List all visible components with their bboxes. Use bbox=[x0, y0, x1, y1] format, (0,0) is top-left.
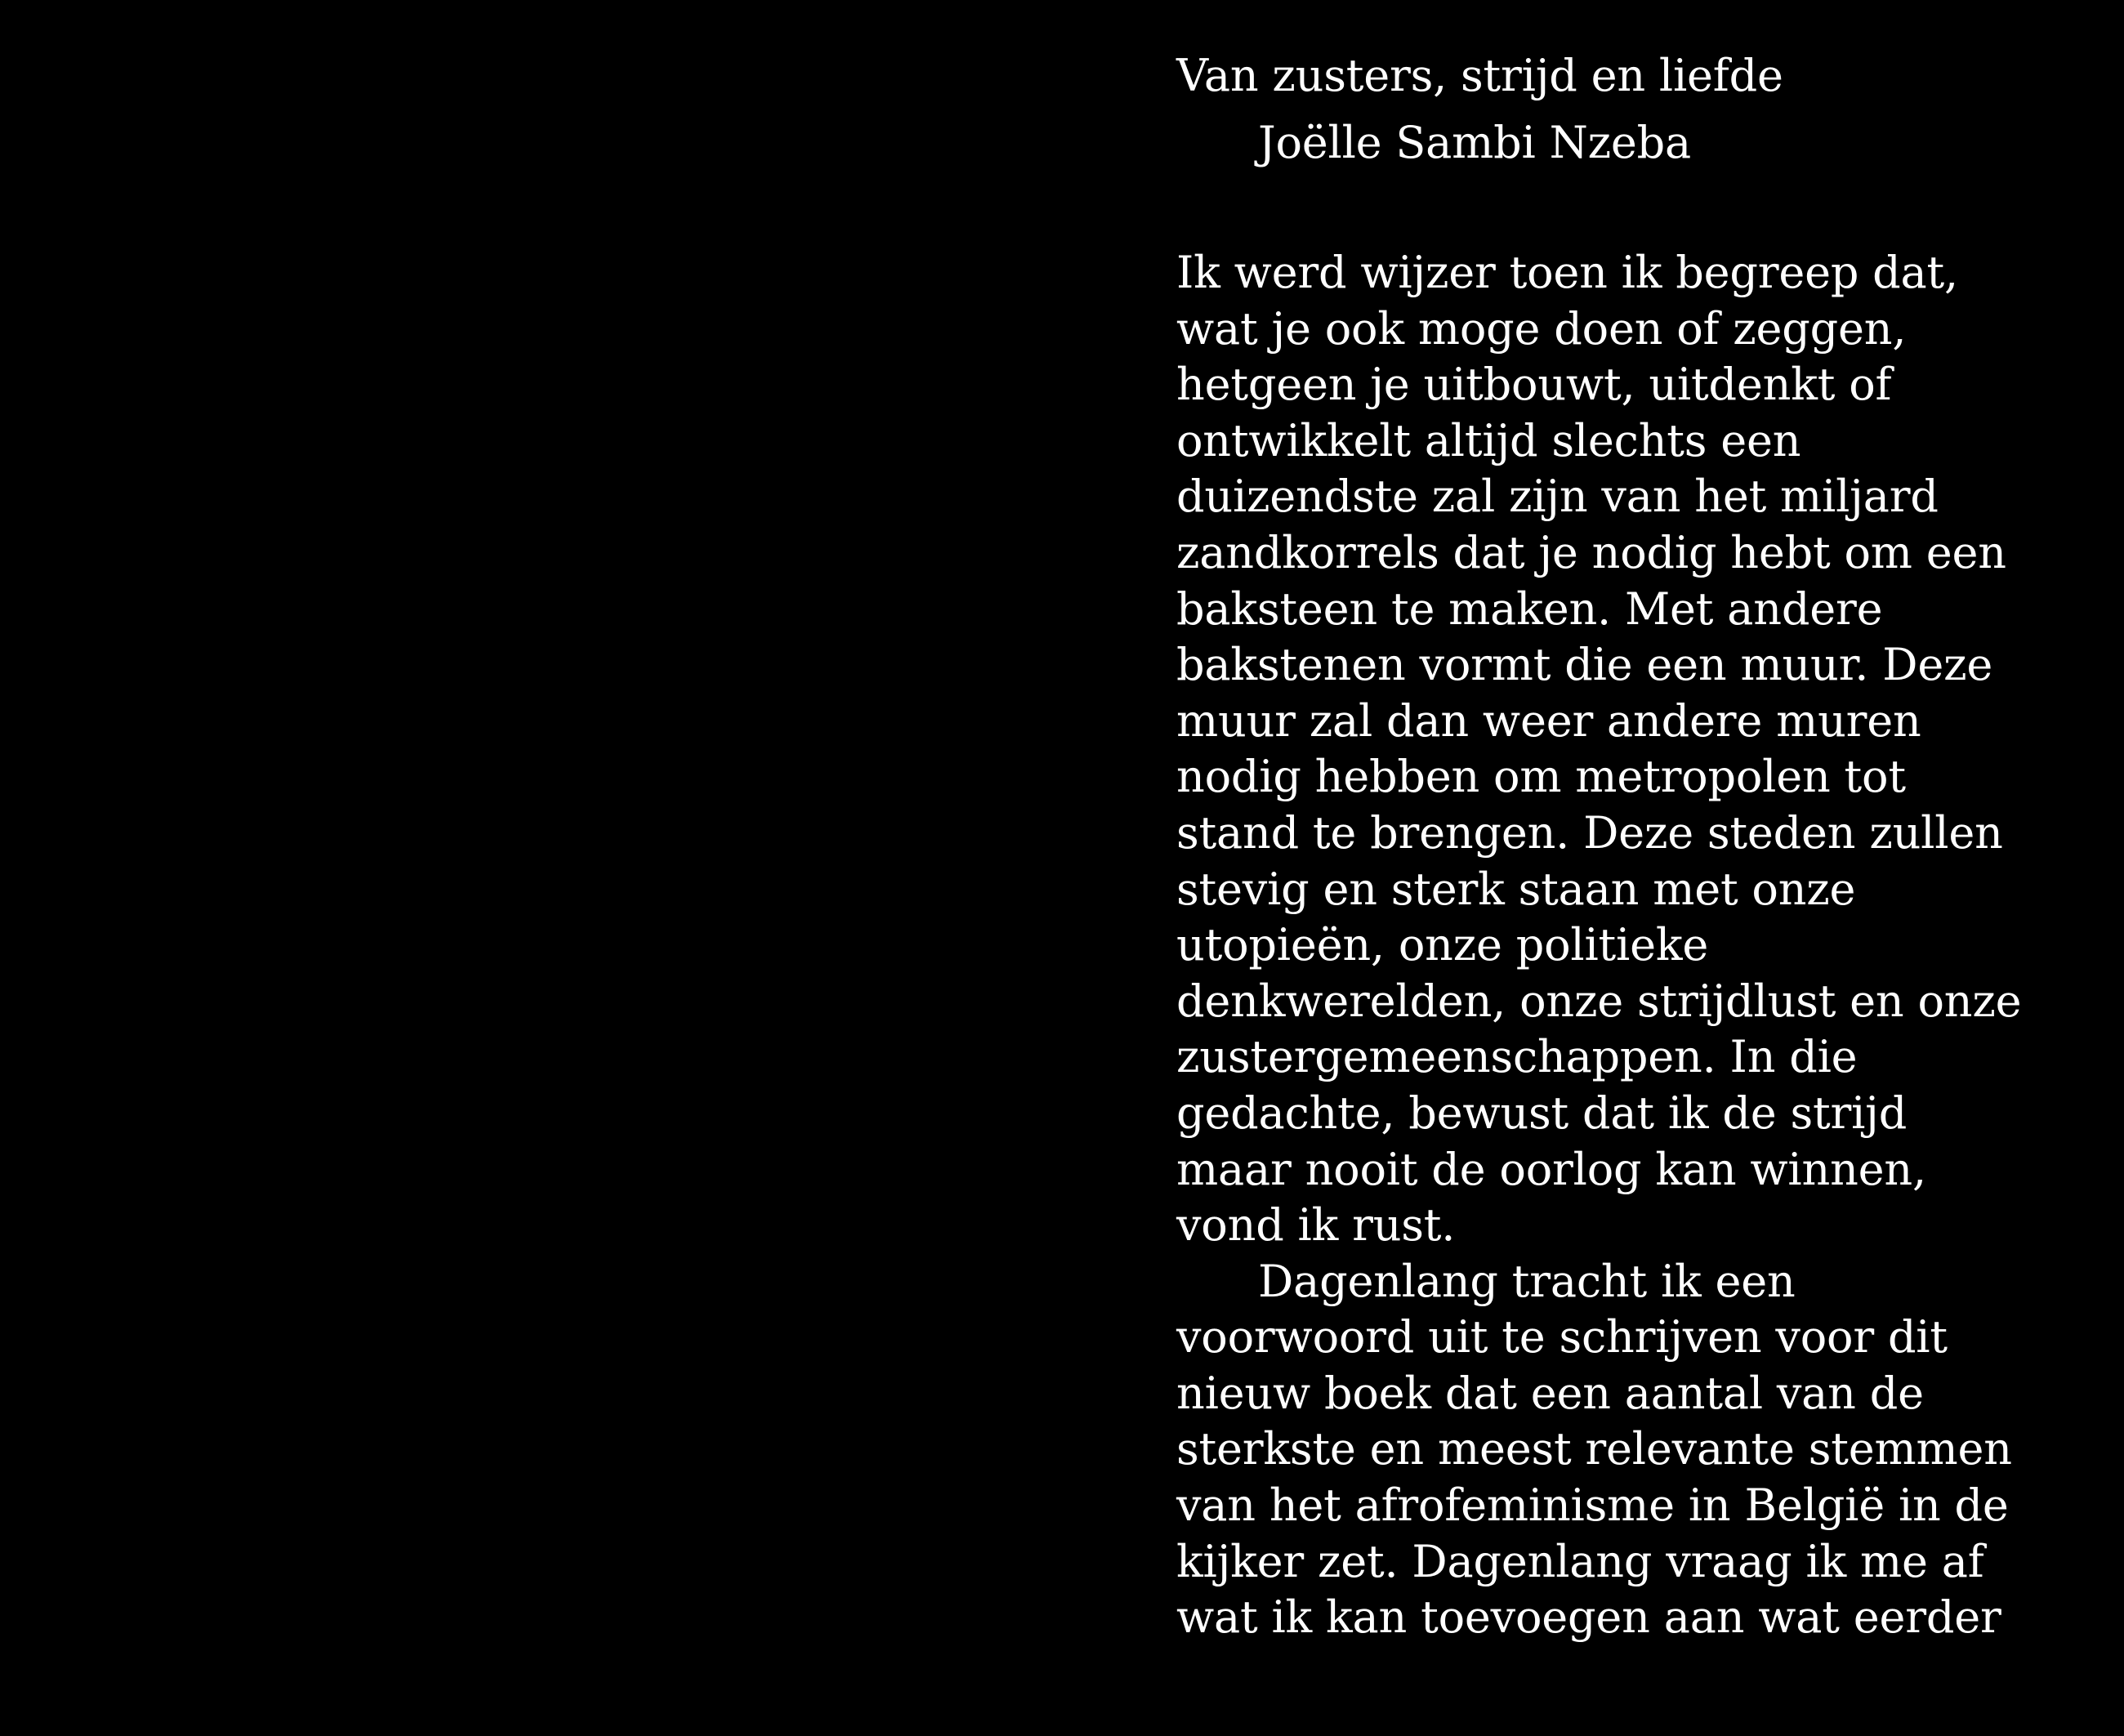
text-line: nieuw boek dat een aantal van de bbox=[1176, 1367, 1924, 1419]
text-line: ontwikkelt altijd slechts een bbox=[1176, 414, 1801, 466]
text-line: wat ik kan toevoegen aan wat eerder bbox=[1176, 1591, 2001, 1644]
text-line: utopieën, onze politieke bbox=[1176, 919, 1709, 971]
text-line: stand te brengen. Deze steden zullen bbox=[1176, 806, 2003, 859]
chapter-title: Van zusters, strijd en liefde bbox=[1176, 50, 1783, 101]
text-line: vond ik rust. bbox=[1176, 1199, 1456, 1252]
text-line: zandkorrels dat je nodig hebt om een bbox=[1176, 526, 2006, 578]
text-line: baksteen te maken. Met andere bbox=[1176, 582, 1883, 635]
text-line: Ik werd wijzer toen ik begreep dat, bbox=[1176, 247, 1959, 298]
text-line: voorwoord uit te schrijven voor dit bbox=[1176, 1311, 1948, 1363]
text-line: stevig en sterk staan met onze bbox=[1176, 863, 1856, 915]
text-line: hetgeen je uitbouwt, uitdenkt of bbox=[1176, 359, 1892, 411]
author-name: Joëlle Sambi Nzeba bbox=[1258, 117, 1691, 168]
text-line: duizendste zal zijn van het miljard bbox=[1176, 471, 1939, 523]
text-line: muur zal dan weer andere muren bbox=[1176, 694, 1921, 747]
text-line: bakstenen vormt die een muur. Deze bbox=[1176, 639, 1993, 691]
text-line: gedachte, bewust dat ik de strijd bbox=[1176, 1087, 1908, 1139]
paragraph-start-line: Dagenlang tracht ik een bbox=[1258, 1255, 1796, 1307]
text-line: kijker zet. Dagenlang vraag ik me af bbox=[1176, 1535, 1984, 1587]
text-line: denkwerelden, onze strijdlust en onze bbox=[1176, 975, 2022, 1027]
text-line: zustergemeenschappen. In die bbox=[1176, 1031, 1858, 1083]
text-line: maar nooit de oorlog kan winnen, bbox=[1176, 1143, 1926, 1195]
body-text bbox=[1176, 245, 2091, 1646]
text-column bbox=[1176, 42, 2091, 1646]
text-line: van het afrofeminisme in België in de bbox=[1176, 1479, 2009, 1532]
text-line: sterkste en meest relevante stemmen bbox=[1176, 1423, 2012, 1475]
text-line: nodig hebben om metropolen tot bbox=[1176, 751, 1906, 803]
text-line: wat je ook moge doen of zeggen, bbox=[1176, 302, 1907, 355]
